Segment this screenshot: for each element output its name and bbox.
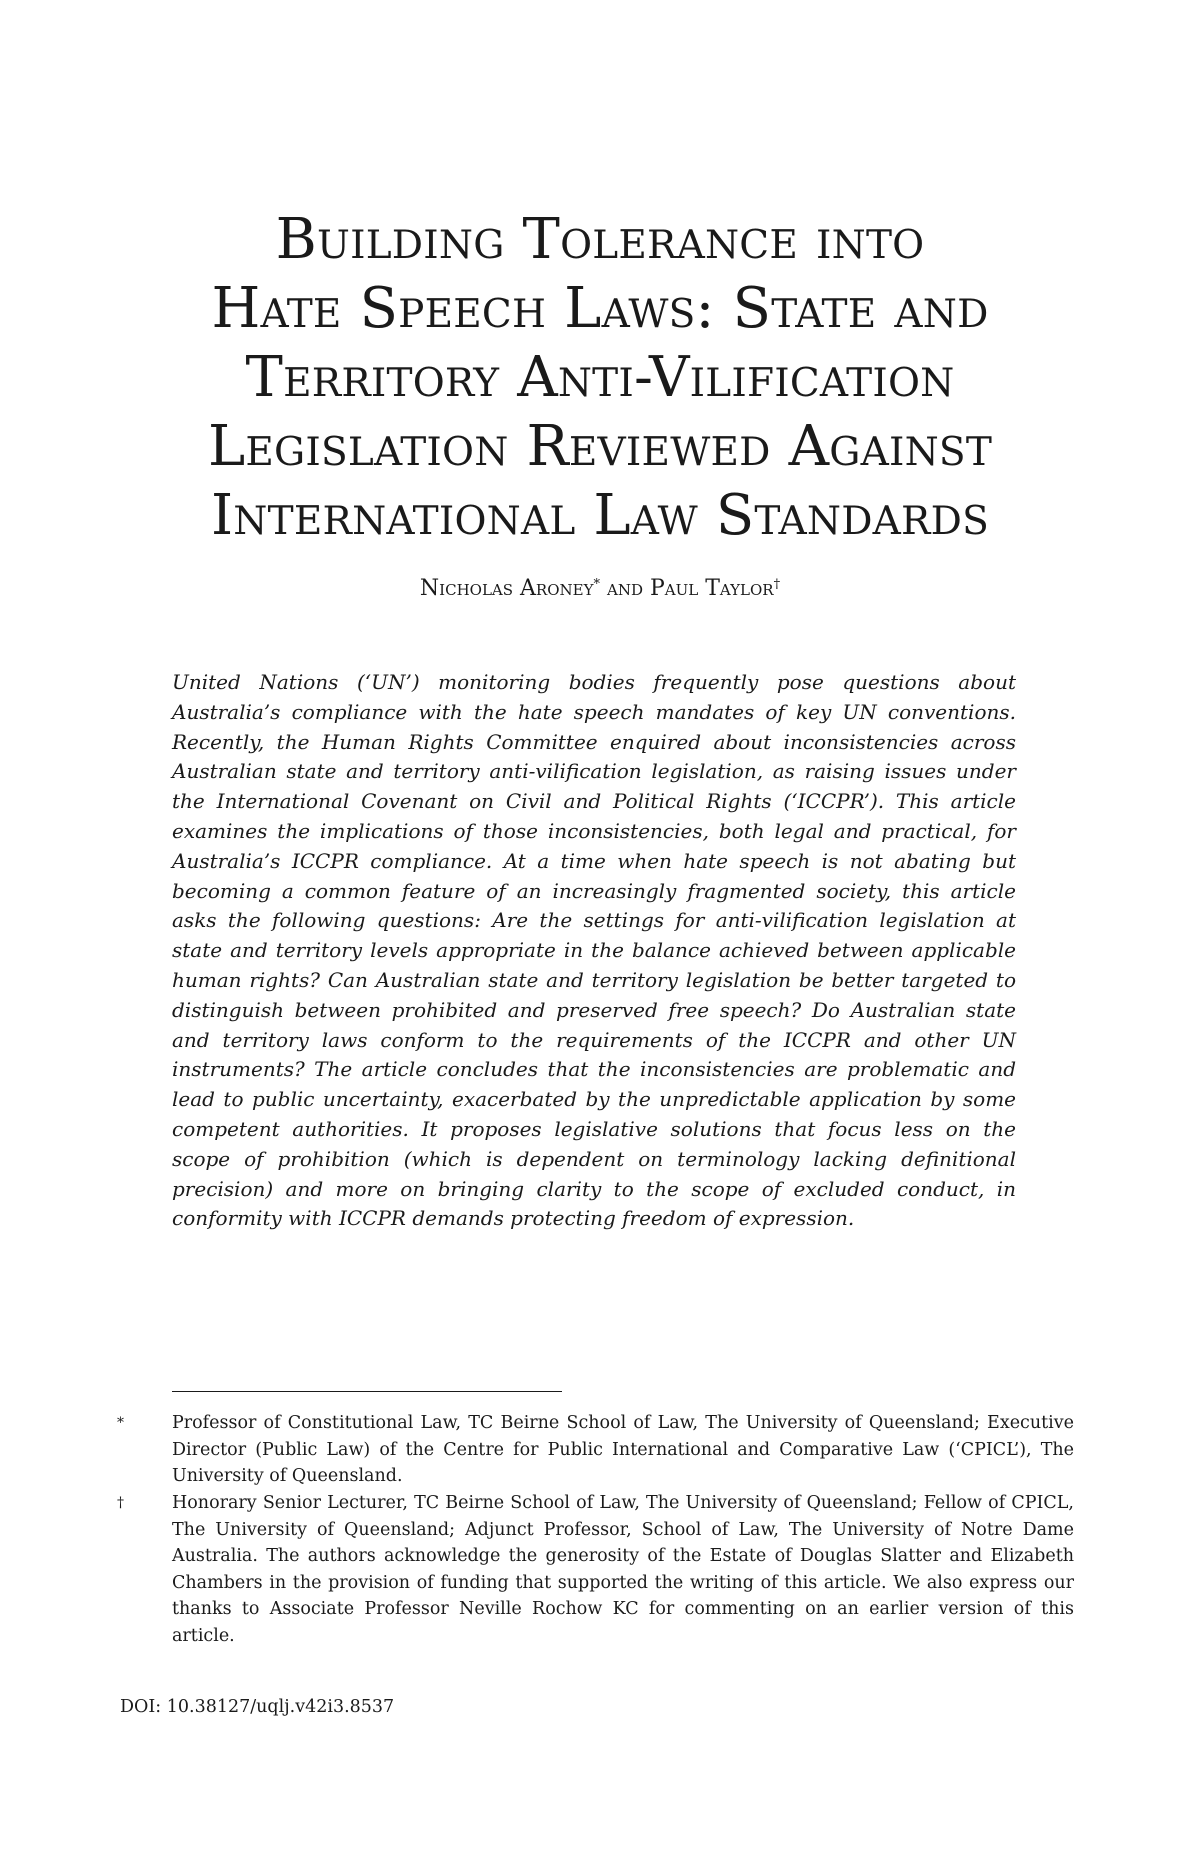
author-footnote-mark-1[interactable]: * [593, 577, 600, 592]
title-line: Building Tolerance into [275, 207, 925, 272]
abstract: United Nations (‘UN’) monitoring bodies frequently pose questions about Australia’s compliance with the hate speech mandates of key UN conventions. Recently, the Human Rights Committee enquired about inconsistencies across Australian state and territory anti-vilification legislation, as raising issues under the International Covenant on Civil and Political Rights (‘ICCPR’). This article examines the implications of those inconsistencies, both legal and practical, for Australia’s ICCPR compliance. At a time when hate speech is not abating but becoming a common feature of an increasingly fragmented society, this article asks the following questions: Are the settings for anti-vilification legislation at state and territory levels appropriate in the balance achieved between applicable human rights? Can Australian state and territory legislation be better targeted to distinguish between prohibited and preserved free speech? Do Australian state and territory laws conform to the requirements of the ICCPR and other UN instruments? The article concludes that the inconsistencies are problematic and lead to public uncertainty, exacerbated by the unpredictable application by some competent authorities. It proposes legislative solutions that focus less on the scope of prohibition (which is dependent on terminology lacking definitional precision) and more on bringing clarity to the scope of excluded conduct, in conformity with ICCPR demands protecting freedom of expression. [172, 670, 1016, 1231]
author-name-1: Nicholas Aroney [419, 576, 594, 601]
footnote-mark-1: * [117, 1415, 124, 1431]
author-footnote-mark-2[interactable]: † [773, 577, 781, 592]
footnote-1 [117, 1410, 1074, 1490]
footnote-mark-2: † [117, 1495, 124, 1511]
author-byline [150, 574, 1050, 604]
author-name-2: Paul Taylor [649, 576, 774, 601]
footnote-2 [117, 1490, 1074, 1649]
footnote-divider [172, 1391, 562, 1392]
title-line: Territory Anti-Vilification [245, 345, 955, 410]
title-line: Legislation Reviewed Against [207, 414, 993, 479]
article-title [150, 205, 1050, 550]
title-line: Hate Speech Laws: State and [211, 276, 989, 341]
author-conjunction: and [606, 576, 643, 601]
doi-reference[interactable]: DOI: 10.38127/uqlj.v42i3.8537 [120, 1697, 395, 1717]
footnote-text-2: Honorary Senior Lecturer, TC Beirne School of Law, The University of Queensland; Fellow of CPICL, The University of Queensland; Adjunct Professor, School of Law, The University of Notre Dame Australia. The authors acknowledge the generosity of the Estate of Douglas Slatter and Elizabeth Chambers in the provision of funding that supported the writing of this article. We also express our thanks to Associate Professor Neville Rochow KC for commenting on an earlier version of this article. [172, 1493, 1074, 1646]
footnote-text-1: Professor of Constitutional Law, TC Beirne School of Law, The University of Queensland; Executive Director (Public Law) of the Centre for Public International and Comparative Law (‘CPICL’), The University of Queensland. [172, 1413, 1074, 1486]
title-line: International Law Standards [210, 483, 989, 548]
